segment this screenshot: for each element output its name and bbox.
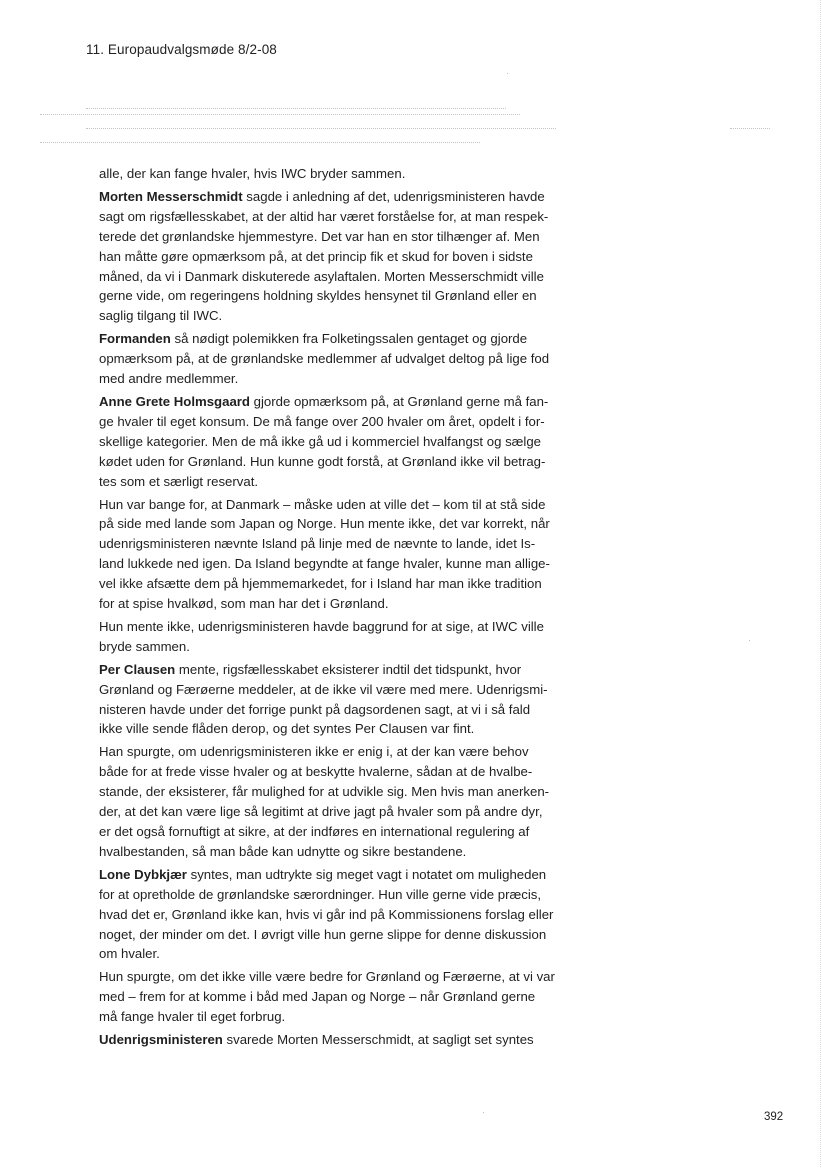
line-text: er det også fornuftigt at sikre, at der indføres en international regulering af bbox=[99, 824, 530, 839]
line-text: mente, rigsfællesskabet eksisterer indtil det tidspunkt, hvor bbox=[175, 661, 522, 677]
paragraph bbox=[99, 164, 579, 184]
text-line bbox=[99, 617, 579, 637]
line-text: både for at frede visse hvaler og at beskytte hvalerne, sådan at de hvalbe- bbox=[99, 764, 533, 780]
line-text: måned, da vi i Danmark diskuterede asylaftalen. Morten Messerschmidt ville bbox=[99, 268, 544, 284]
line-text: så nødigt polemikken fra Folketingssalen gentaget og gjorde bbox=[170, 331, 528, 347]
line-text: må fange hvaler til eget forbrug. bbox=[99, 1009, 286, 1025]
line-text: opmærksom på, at de grønlandske medlemmer af udvalget deltog på lige fod bbox=[99, 351, 550, 367]
text-line bbox=[99, 472, 579, 492]
text-line bbox=[99, 306, 579, 326]
scan-edge bbox=[819, 0, 821, 1167]
speaker-name: Udenrigsministeren bbox=[99, 1032, 223, 1048]
text-line bbox=[99, 187, 579, 207]
line-text: bryde sammen. bbox=[99, 638, 190, 654]
line-text: Hun spurgte, om det ikke ville være bedre for Grønland og Færøerne, at vi var bbox=[99, 969, 555, 985]
line-text: gjorde opmærksom på, at Grønland gerne må fan- bbox=[249, 393, 549, 409]
text-line bbox=[99, 987, 579, 1007]
text-line bbox=[99, 905, 579, 925]
text-line bbox=[99, 267, 579, 287]
line-text: stande, der eksisterer, får mulighed for at udvikle sig. Men hvis man anerken- bbox=[99, 784, 550, 800]
speaker-name: Morten Messerschmidt bbox=[99, 188, 243, 204]
text-line bbox=[99, 412, 579, 432]
text-line bbox=[99, 865, 579, 885]
text-line bbox=[99, 554, 579, 574]
text-line bbox=[99, 680, 579, 700]
paragraph bbox=[99, 660, 579, 740]
text-line bbox=[99, 574, 579, 594]
paragraph bbox=[99, 329, 579, 389]
text-line bbox=[99, 719, 579, 739]
text-line bbox=[99, 432, 579, 452]
page-header: 11. Europaudvalgsmøde 8/2-08 bbox=[86, 42, 277, 57]
text-line bbox=[99, 227, 579, 247]
text-line bbox=[99, 742, 579, 762]
line-text: kødet uden for Grønland. Hun kunne godt forstå, at Grønland ikke vil betrag- bbox=[99, 453, 546, 469]
text-line bbox=[99, 452, 579, 472]
faded-line bbox=[40, 142, 480, 143]
text-line bbox=[99, 660, 579, 680]
text-line bbox=[99, 534, 579, 554]
scan-speck bbox=[749, 640, 750, 641]
line-text: ikke ville sende flåden derop, og det syntes Per Clausen var fint. bbox=[99, 721, 475, 737]
text-line bbox=[99, 247, 579, 267]
line-text: for at spise hvalkød, som man har det i Grønland. bbox=[99, 596, 389, 612]
text-line bbox=[99, 925, 579, 945]
line-text: saglig tilgang til IWC. bbox=[99, 308, 223, 324]
line-text: på side med lande som Japan og Norge. Hun mente ikke, det var korrekt, når bbox=[99, 516, 550, 532]
text-line bbox=[99, 369, 579, 389]
text-line bbox=[99, 802, 579, 822]
speaker-name: Per Clausen bbox=[99, 661, 176, 677]
line-text: med andre medlemmer. bbox=[99, 371, 239, 387]
text-line bbox=[99, 967, 579, 987]
line-text: hvalbestanden, så man både kan udnytte og sikre bestandene. bbox=[99, 843, 467, 859]
line-text: Hun var bange for, at Danmark – måske uden at ville det – kom til at stå side bbox=[99, 496, 546, 512]
line-text: sagde i anledning af det, udenrigsministeren havde bbox=[242, 188, 545, 204]
text-line bbox=[99, 329, 579, 349]
text-line bbox=[99, 349, 579, 369]
text-line bbox=[99, 1030, 579, 1050]
line-text: om hvaler. bbox=[99, 946, 160, 962]
line-text: syntes, man udtrykte sig meget vagt i notatet om muligheden bbox=[186, 866, 547, 882]
paragraph bbox=[99, 742, 579, 861]
text-line bbox=[99, 637, 579, 657]
paragraph bbox=[99, 392, 579, 492]
faded-line bbox=[86, 128, 556, 129]
line-text: land lukkede ned igen. Da Island begyndte at fange hvaler, kunne man allige- bbox=[99, 556, 550, 572]
paragraph bbox=[99, 967, 579, 1027]
text-line bbox=[99, 164, 579, 184]
line-text: noget, der minder om det. I øvrigt ville hun gerne slippe for denne diskussion bbox=[99, 926, 547, 942]
paragraph bbox=[99, 1030, 579, 1050]
line-text: svarede Morten Messerschmidt, at sagligt set syntes bbox=[222, 1032, 534, 1048]
line-text: tes som et særligt reservat. bbox=[99, 473, 259, 489]
text-line bbox=[99, 822, 579, 842]
text-line bbox=[99, 700, 579, 720]
line-text: vel ikke afsætte dem på hjemmemarkedet, for i Island har man ikke tradition bbox=[99, 576, 542, 592]
text-line bbox=[99, 944, 579, 964]
text-line bbox=[99, 286, 579, 306]
paragraph bbox=[99, 865, 579, 965]
line-text: nisteren havde under det forrige punkt på dagsordenen sagt, at vi i så fald bbox=[99, 701, 531, 717]
text-line bbox=[99, 207, 579, 227]
line-text: Hun mente ikke, udenrigsministeren havde baggrund for at sige, at IWC ville bbox=[99, 618, 544, 634]
speaker-name: Formanden bbox=[99, 331, 171, 347]
page-number: 392 bbox=[764, 1111, 784, 1123]
scan-speck bbox=[507, 73, 508, 74]
text-line bbox=[99, 762, 579, 782]
speaker-name: Lone Dybkjær bbox=[99, 866, 187, 882]
scan-speck bbox=[483, 1112, 484, 1113]
paragraph bbox=[99, 495, 579, 614]
line-text: terede det grønlandske hjemmestyre. Det var han en stor tilhænger af. Men bbox=[99, 228, 540, 244]
line-text: ge hvaler til eget konsum. De må fange over 200 hvaler om året, opdelt i for- bbox=[99, 413, 545, 429]
faded-line bbox=[730, 128, 770, 129]
text-line bbox=[99, 495, 579, 515]
line-text: med – frem for at komme i båd med Japan og Norge – når Grønland gerne bbox=[99, 989, 536, 1005]
faded-line bbox=[86, 108, 506, 109]
text-line bbox=[99, 514, 579, 534]
paragraph bbox=[99, 617, 579, 657]
faded-scan-lines bbox=[40, 108, 780, 152]
line-text: Han spurgte, om udenrigsministeren ikke er enig i, at der kan være behov bbox=[99, 744, 529, 760]
line-text: Grønland og Færøerne meddeler, at de ikke vil være med mere. Udenrigsmi- bbox=[99, 681, 548, 697]
line-text: alle, der kan fange hvaler, hvis IWC bryder sammen. bbox=[99, 166, 406, 181]
text-line bbox=[99, 1007, 579, 1027]
text-line bbox=[99, 392, 579, 412]
line-text: han måtte gøre opmærksom på, at det princip fik et skud for boven i sidste bbox=[99, 248, 533, 264]
line-text: udenrigsministeren nævnte Island på linje med de nævnte to lande, idet Is- bbox=[99, 536, 536, 552]
line-text: skellige kategorier. Men de må ikke gå ud i kommerciel hvalfangst og sælge bbox=[99, 433, 541, 449]
faded-line bbox=[40, 114, 520, 115]
paragraph bbox=[99, 187, 579, 326]
body-text bbox=[99, 164, 579, 1053]
line-text: gerne vide, om regeringens holdning skyldes hensynet til Grønland eller en bbox=[99, 288, 537, 304]
line-text: sagt om rigsfællesskabet, at der altid har været forståelse for, at man respek- bbox=[99, 208, 549, 224]
text-line bbox=[99, 842, 579, 862]
speaker-name: Anne Grete Holmsgaard bbox=[99, 393, 250, 409]
line-text: for at opretholde de grønlandske særordninger. Hun ville gerne vide præcis, bbox=[99, 886, 542, 902]
text-line bbox=[99, 594, 579, 614]
text-line bbox=[99, 885, 579, 905]
line-text: hvad det er, Grønland ikke kan, hvis vi går ind på Kommissionens forslag eller bbox=[99, 906, 554, 922]
line-text: der, at det kan være lige så legitimt at drive jagt på hvaler som på andre dyr, bbox=[99, 804, 543, 820]
text-line bbox=[99, 782, 579, 802]
